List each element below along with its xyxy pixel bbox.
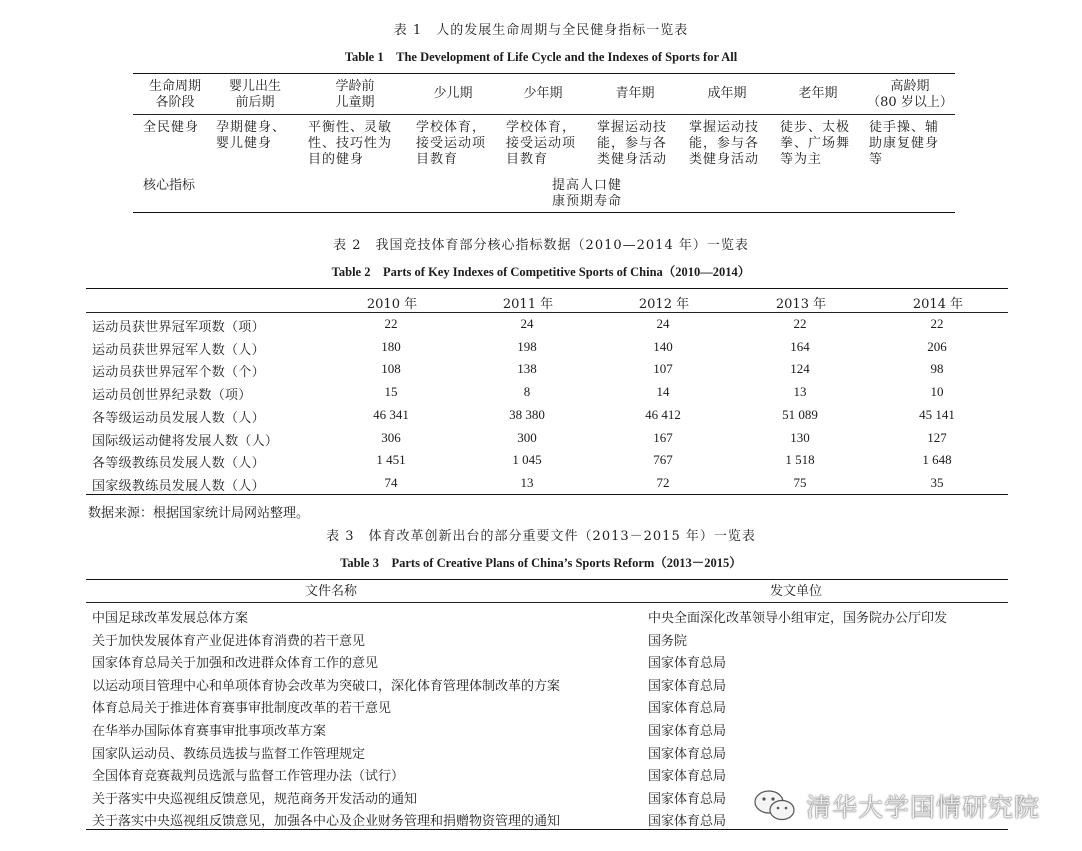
table1-header-cell: 老年期 — [798, 86, 838, 101]
table3-doc-name: 国家队运动员、教练员选拔与监督工作管理规定 — [92, 746, 366, 762]
table3-doc-name: 以运动项目管理中心和单项体育协会改革为突破口，深化体育管理体制改革的方案 — [92, 678, 561, 694]
table3-issuer: 国家体育总局 — [648, 814, 727, 830]
table1-row-cell: 助康复健身 — [869, 136, 940, 151]
table2-cell: 180 — [381, 338, 401, 354]
table3-header-rule — [86, 602, 1008, 603]
table1-row-cell: 性、技巧性为 — [308, 136, 393, 151]
table1-row-cell: 目教育 — [506, 152, 549, 167]
table1-core-index-value: 提高人口健 — [552, 178, 623, 193]
table1-row-cell: 拳、广场舞 — [780, 136, 851, 151]
table2-cell: 1 518 — [785, 452, 815, 468]
table1-header-cell: 前后期 — [235, 95, 275, 110]
table3-issuer: 国家体育总局 — [648, 724, 727, 739]
table1-row-cell: 掌握运动技 — [689, 120, 760, 135]
table2-top-rule — [86, 288, 1008, 289]
table1-row-cell: 徒手操、辅 — [869, 120, 940, 135]
table3-doc-name: 关于落实中央巡视组反馈意见，加强各中心及企业财务管理和捐赠物资管理的通知 — [92, 814, 561, 830]
table1-header-cell: 生命周期 — [148, 79, 201, 94]
table1-row-cell: 接受运动项 — [416, 136, 487, 151]
table2-cell: 14 — [656, 384, 670, 400]
table1-header-cell: 各阶段 — [155, 95, 195, 110]
table1-header-rule — [133, 114, 955, 115]
table2-row-label: 运动员获世界冠军项数（项） — [92, 320, 265, 335]
table2-cell: 198 — [517, 338, 537, 354]
table3-issuer: 国家体育总局 — [648, 769, 727, 785]
table2-row-label: 运动员获世界冠军个数（个） — [92, 365, 265, 381]
table2-cell: 108 — [381, 361, 401, 377]
table2-caption-en: Table 2 Parts of Key Indexes of Competitive Sports of China（2010—2014） — [331, 265, 751, 279]
watermark-text: 清华大学国情研究院 — [806, 793, 1041, 822]
table1-header-cell: 儿童期 — [335, 95, 375, 110]
table3-doc-name: 全国体育竞赛裁判员选派与监督工作管理办法（试行） — [92, 769, 405, 785]
table2-cell: 13 — [520, 474, 534, 490]
table3-doc-name: 国家体育总局关于加强和改进群众体育工作的意见 — [92, 656, 379, 672]
table1-row-cell: 学校体育， — [416, 120, 487, 135]
table2-source-note: 数据来源：根据国家统计局网站整理。 — [88, 506, 310, 521]
table3-issuer: 国务院 — [648, 633, 688, 649]
table2-cell: 130 — [790, 429, 810, 445]
table2-cell: 13 — [793, 384, 807, 400]
table3-doc-name: 关于加快发展体育产业促进体育消费的若干意见 — [92, 633, 366, 649]
table1-header-cell: 青年期 — [615, 86, 655, 101]
table2-cell: 38 380 — [509, 406, 545, 422]
table1-header-cell: （80 岁以上） — [867, 95, 953, 110]
table3-doc-name: 体育总局关于推进体育赛事审批制度改革的若干意见 — [92, 701, 392, 717]
table3-bottom-rule — [86, 829, 1008, 830]
table2-cell: 167 — [653, 429, 673, 445]
table2-row-label: 各等级教练员发展人数（人） — [92, 456, 265, 472]
table3-top-rule — [86, 579, 1008, 580]
table1-row-cell: 等 — [869, 152, 884, 167]
table1-header-cell: 婴儿出生 — [228, 79, 281, 94]
table1-header-cell: 少年期 — [523, 86, 563, 101]
table2-cell: 124 — [790, 361, 810, 377]
table2-row-label: 各等级运动员发展人数（人） — [92, 410, 265, 426]
table3-col-doc: 文件名称 — [305, 584, 358, 599]
table2-year-header: 2012 年 — [638, 297, 690, 312]
table1-row-cell: 接受运动项 — [506, 136, 577, 151]
table2-cell: 140 — [653, 338, 673, 354]
table2-cell: 75 — [793, 474, 807, 490]
table3-issuer: 中央全面深化改革领导小组审定，国务院办公厅印发 — [648, 611, 948, 626]
table3-issuer: 国家体育总局 — [648, 746, 727, 762]
table1-row-cell: 目的健身 — [308, 152, 365, 167]
table2-bottom-rule — [86, 494, 1008, 495]
table2-cell: 24 — [520, 316, 534, 331]
table2-cell: 306 — [381, 429, 401, 445]
table3-doc-name: 关于落实中央巡视组反馈意见，规范商务开发活动的通知 — [92, 791, 418, 807]
table2-cell: 767 — [653, 452, 673, 468]
table1-row-cell: 能，参与各 — [689, 136, 760, 151]
table2-cell: 74 — [384, 474, 398, 490]
table2-cell: 45 141 — [919, 406, 955, 422]
table1-header-cell: 学龄前 — [335, 79, 375, 94]
table1-caption-cn: 表 1 人的发展生命周期与全民健身指标一览表 — [393, 23, 689, 38]
table2-cell: 10 — [930, 384, 944, 400]
table1-core-index-label: 核心指标 — [143, 178, 196, 193]
table3-doc-name: 在华举办国际体育赛事审批事项改革方案 — [92, 724, 327, 739]
table1-header-cell: 少儿期 — [433, 86, 473, 101]
wechat-icon — [752, 788, 798, 824]
table1-row-cell: 目教育 — [416, 152, 459, 167]
table2-cell: 15 — [384, 384, 398, 400]
table2-cell: 1 045 — [512, 452, 542, 468]
table1-row-cell: 婴儿健身 — [216, 136, 273, 151]
table1-row-cell: 类健身活动 — [597, 152, 668, 167]
table3-issuer: 国家体育总局 — [648, 656, 727, 672]
table1-core-index-value: 康预期寿命 — [552, 194, 623, 209]
table1-caption-en: Table 1 The Development of Life Cycle and the Indexes of Sports for All — [344, 50, 738, 64]
table2-header-rule — [86, 312, 1008, 313]
table2-year-header: 2010 年 — [366, 297, 418, 312]
table2-cell: 24 — [656, 316, 670, 331]
table2-cell: 1 648 — [922, 452, 952, 468]
table1-header-cell: 成年期 — [707, 86, 747, 101]
table2-year-header: 2011 年 — [502, 297, 554, 312]
table2-cell: 98 — [930, 361, 944, 377]
table1-row-cell: 学校体育， — [506, 120, 577, 135]
table1-row-cell: 徒步、太极 — [780, 120, 851, 135]
table2-cell: 51 089 — [782, 406, 818, 422]
table1-row-cell: 全民健身 — [143, 120, 200, 135]
table1-row-cell: 能，参与各 — [597, 136, 668, 151]
table2-row-label: 国际级运动健将发展人数（人） — [92, 433, 279, 449]
table1-row-cell: 孕期健身、 — [216, 120, 287, 135]
table2-cell: 35 — [930, 474, 944, 490]
table1-row-cell: 平衡性、灵敏 — [308, 120, 393, 135]
table2-caption-cn: 表 2 我国竞技体育部分核心指标数据（2010—2014 年）一览表 — [333, 238, 749, 253]
table2-row-label: 国家级教练员发展人数（人） — [92, 478, 265, 494]
table2-year-header: 2014 年 — [912, 297, 964, 312]
table3-caption-cn: 表 3 体育改革创新出台的部分重要文件（2013－2015 年）一览表 — [326, 529, 756, 544]
table2-cell: 22 — [384, 316, 398, 331]
table2-cell: 138 — [517, 361, 537, 377]
table1-top-rule — [133, 73, 955, 74]
table2-cell: 22 — [793, 316, 807, 331]
table1-bottom-rule — [133, 212, 955, 213]
table3-issuer: 国家体育总局 — [648, 701, 727, 717]
table3-issuer: 国家体育总局 — [648, 678, 727, 694]
table2-cell: 72 — [656, 474, 670, 490]
table3-col-unit: 发文单位 — [770, 584, 823, 599]
table2-row-label: 运动员获世界冠军人数（人） — [92, 342, 265, 358]
table1-row-cell: 等为主 — [780, 152, 823, 167]
table2-year-header: 2013 年 — [775, 297, 827, 312]
table2-cell: 206 — [927, 338, 947, 354]
table2-row-label: 运动员创世界纪录数（项） — [92, 388, 252, 404]
table2-cell: 107 — [653, 361, 673, 377]
table3-issuer: 国家体育总局 — [648, 791, 727, 807]
table2-cell: 300 — [517, 429, 537, 445]
table2-cell: 164 — [790, 338, 810, 354]
table3-caption-en: Table 3 Parts of Creative Plans of China’s Sports Reform（2013－2015） — [340, 556, 742, 570]
table2-cell: 22 — [930, 316, 944, 331]
table1-row-cell: 类健身活动 — [689, 152, 760, 167]
table2-cell: 46 412 — [645, 406, 681, 422]
table2-cell: 8 — [523, 384, 531, 400]
table2-cell: 46 341 — [373, 406, 409, 422]
table1-row-cell: 掌握运动技 — [597, 120, 668, 135]
table2-cell: 1 451 — [376, 452, 406, 468]
table3-doc-name: 中国足球改革发展总体方案 — [92, 611, 249, 626]
table2-cell: 127 — [927, 429, 947, 445]
watermark — [752, 784, 1062, 824]
table1-header-cell: 高龄期 — [890, 79, 930, 94]
